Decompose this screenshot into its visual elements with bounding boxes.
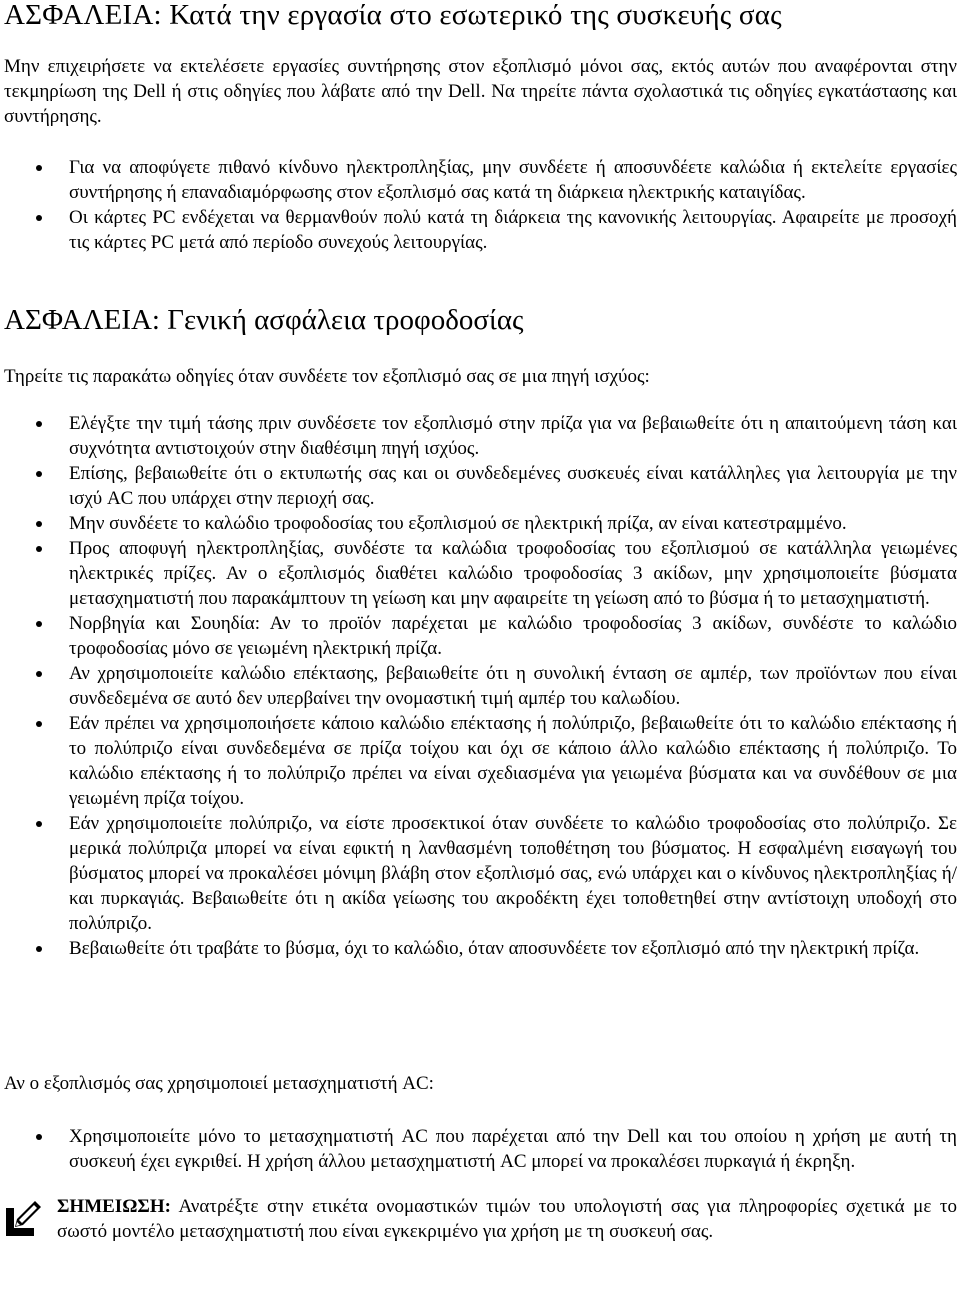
bullet-extension-wall: Εάν πρέπει να χρησιμοποιήσετε κάποιο καλώδιο επέκτασης ή πολύπριζο, βεβαιωθείτε ότι το καλώδιο επέκτασης ή το πολύπριζο είναι συνδεδεμένα σε πρίζα τοίχου και όχι σε κάποιο άλλο καλώδιο επέκτασης ή πολύπριζο. Το καλώδιο επέκτασης ή το πολύπριζο πρέπει να είναι σχεδιασμένα για γειωμένα βύσματα και να συνδέθουν σε μια γειωμένη πρίζα τοίχου. — [0, 711, 957, 811]
section-title-power-safety: ΑΣΦΑΛΕΙΑ: Γενική ασφάλεια τροφοδοσίας — [4, 304, 524, 336]
ac-adapter-intro: Αν ο εξοπλισμός σας χρησιμοποιεί μετασχηματιστή AC: — [4, 1073, 434, 1094]
power-intro-paragraph: Τηρείτε τις παρακάτω οδηγίες όταν συνδέετε τον εξοπλισμό σας σε μια πηγή ισχύος: — [4, 366, 650, 387]
bullet-dell-ac-adapter: Χρησιμοποιείτε μόνο το μετασχηματιστή AC που παρέχεται από την Dell και του οποίου η χρήση με αυτή τη συσκευή έχει εγκριθεί. Η χρήση άλλου μετασχηματιστή AC μπορεί να προκαλέσει πυρκαγιά ή έκρηξη. — [0, 1124, 957, 1174]
bullet-pull-plug: Βεβαιωθείτε ότι τραβάτε το βύσμα, όχι το καλώδιο, όταν αποσυνδέετε τον εξοπλισμό από την ηλεκτρική πρίζα. — [0, 936, 957, 961]
note-text: Ανατρέξτε στην ετικέτα ονομαστικών τιμών του υπολογιστή σας για πληροφορίες σχετικά με το σωστό μοντέλο μετασχηματιστή που είναι εγκεκριμένο για χρήση με τη συσκευή σας. — [57, 1196, 957, 1242]
ac-adapter-bullet-list — [0, 1124, 957, 1174]
bullet-storm-warning: Για να αποφύγετε πιθανό κίνδυνο ηλεκτροπληξίας, μην συνδέετε ή αποσυνδέετε καλώδια ή εκτελείτε εργασίες συντήρησης ή επαναδιαμόρφωσης στον εξοπλισμό σας κατά τη διάρκεια ηλεκτρικής καταιγίδας. — [0, 155, 957, 205]
bullet-pc-cards-heat: Οι κάρτες PC ενδέχεται να θερμανθούν πολύ κατά τη διάρκεια της κανονικής λειτουργίας. Αφαιρείτε με προσοχή τις κάρτες PC μετά από περίοδο συνεχούς λειτουργίας. — [0, 205, 957, 255]
power-safety-bullet-list — [0, 411, 957, 961]
intro-paragraph-maintenance: Μην επιχειρήσετε να εκτελέσετε εργασίες συντήρησης στον εξοπλισμό μόνοι σας, εκτός αυτών που αναφέρονται στην τεκμηρίωση της Dell ή στις οδηγίες που λάβατε από την Dell. Να τηρείτε πάντα σχολαστικά τις οδηγίες εγκατάστασης και συντήρησης. — [4, 56, 957, 127]
pencil-note-icon — [6, 1200, 42, 1236]
bullet-printer-ac: Επίσης, βεβαιωθείτε ότι ο εκτυπωτής σας και οι συνδεδεμένες συσκευές είναι κατάλληλες για λειτουργία με την ισχύ AC που υπάρχει στην περιοχή σας. — [0, 461, 957, 511]
note-label: ΣΗΜΕΙΩΣΗ: — [57, 1196, 171, 1217]
bullet-norway-sweden: Νορβηγία και Σουηδία: Αν το προϊόν παρέχεται με καλώδιο τροφοδοσίας 3 ακίδων, συνδέστε το καλώδιο τροφοδοσίας μόνο σε γειωμένη ηλεκτρική πρίζα. — [0, 611, 957, 661]
section-title-inside-device: ΑΣΦΑΛΕΙΑ: Κατά την εργασία στο εσωτερικό της συσκευής σας — [4, 0, 782, 31]
bullet-power-strip: Εάν χρησιμοποιείτε πολύπριζο, να είστε προσεκτικοί όταν συνδέετε το καλώδιο τροφοδοσίας στο πολύπριζο. Σε μερικά πολύπριζα μπορεί να είναι εφικτή η λανθασμένη τοποθέτηση του βύσματος. Η εσφαλμένη εισαγωγή του βύσματος μπορεί να προκαλέσει μόνιμη βλάβη στον εξοπλισμό σας, ενώ υπάρχει και ο κίνδυνος ηλεκτροπληξίας ή/και πυρκαγιάς. Βεβαιωθείτε ότι η ακίδα γείωσης του ακροδέκτη έχει τοποθετηθεί στην αντίστοιχη υποδοχή στο πολύπριζο. — [0, 811, 957, 936]
bullet-damaged-cable: Μην συνδέετε το καλώδιο τροφοδοσίας του εξοπλισμού σε ηλεκτρική πρίζα, αν είναι κατεστραμμένο. — [0, 511, 957, 536]
bullet-extension-ampere: Αν χρησιμοποιείτε καλώδιο επέκτασης, βεβαιωθείτε ότι η συνολική ένταση σε αμπέρ, των προϊόντων που είναι συνδεδεμένα σε αυτό δεν υπερβαίνει την ονομαστική τιμή αμπέρ του καλωδίου. — [0, 661, 957, 711]
inside-device-bullet-list — [0, 155, 957, 255]
bullet-voltage-check: Ελέγξτε την τιμή τάσης πριν συνδέσετε τον εξοπλισμό στην πρίζα για να βεβαιωθείτε ότι η απαιτούμενη τάση και συχνότητα αντιστοιχούν στην διαθέσιμη πηγή ισχύος. — [0, 411, 957, 461]
note-paragraph — [57, 1194, 957, 1244]
bullet-grounded-outlets: Προς αποφυγή ηλεκτροπληξίας, συνδέστε τα καλώδια τροφοδοσίας του εξοπλισμού σε κατάλληλα γειωμένες ηλεκτρικές πρίζες. Αν ο εξοπλισμός διαθέτει καλώδιο τροφοδοσίας 3 ακίδων, μην χρησιμοποιείτε βύσματα μετασχηματιστή που παρακάμπτουν τη γείωση και μην αφαιρείτε τη γείωση από το βύσμα ή το μετασχηματιστή. — [0, 536, 957, 611]
